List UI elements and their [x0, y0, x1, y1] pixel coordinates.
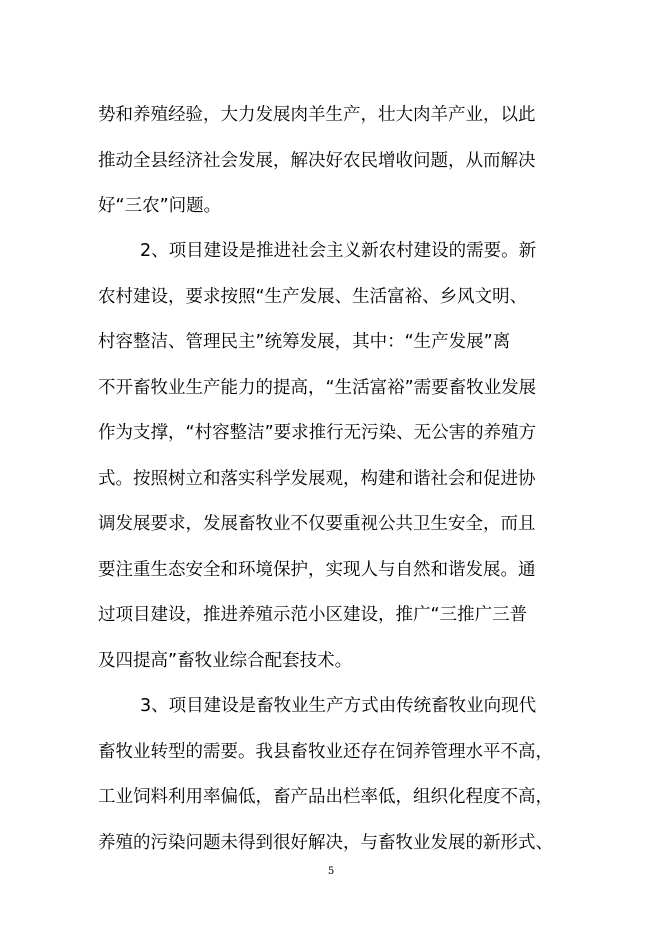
paragraph-start-line: 2、项目建设是推进社会主义新农村建设的需要。新 — [140, 241, 537, 261]
text-line: 调发展要求，发展畜牧业不仅要重视公共卫生安全，而且 — [98, 514, 536, 534]
page-number: 5 — [327, 866, 335, 877]
text-line: 作为支撑，“村容整洁”要求推行无污染、无公害的养殖方 — [98, 423, 537, 443]
text-line: 及四提高”畜牧业综合配套技术。 — [98, 651, 353, 671]
text-line: 式。按照树立和落实科学发展观，构建和谐社会和促进协 — [98, 469, 536, 489]
text-line: 不开畜牧业生产能力的提高，“生活富裕”需要畜牧业发展 — [98, 378, 537, 398]
text-line: 要注重生态安全和环境保护，实现人与自然和谐发展。通 — [98, 560, 536, 580]
text-line: 工业饲料利用率偏低，畜产品出栏率低，组织化程度不高， — [98, 787, 553, 807]
text-line: 村容整洁、管理民主”统筹发展，其中：“生产发展”离 — [98, 332, 511, 352]
text-line: 好“三农”问题。 — [98, 196, 222, 216]
text-line: 农村建设，要求按照“生产发展、生活富裕、乡风文明、 — [98, 287, 528, 307]
text-line: 养殖的污染问题未得到很好解决，与畜牧业发展的新形式、 — [98, 833, 553, 853]
text-line: 推动全县经济社会发展，解决好农民增收问题，从而解决 — [98, 151, 536, 171]
text-line: 畜牧业转型的需要。我县畜牧业还存在饲养管理水平不高， — [98, 742, 553, 762]
paragraph-start-line: 3、项目建设是畜牧业生产方式由传统畜牧业向现代 — [140, 696, 537, 716]
text-line: 过项目建设，推进养殖示范小区建设，推广“三推广三普 — [98, 605, 528, 625]
text-line: 势和养殖经验，大力发展肉羊生产，壮大肉羊产业，以此 — [98, 105, 536, 125]
